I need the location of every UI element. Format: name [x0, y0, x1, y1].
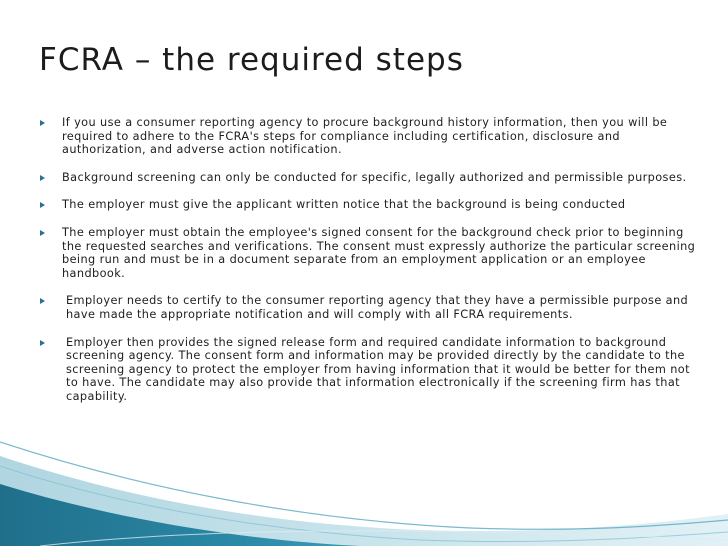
bullet-list [40, 116, 700, 418]
slide-title: FCRA – the required steps [39, 42, 464, 78]
triangle-right-icon [40, 202, 45, 208]
bullet-item [40, 226, 700, 280]
bullet-text: Employer needs to certify to the consumer reporting agency that they have a permissible purpose and have made the appropriate notification and will comply with all FCRA requirements. [66, 294, 689, 321]
triangle-right-icon [40, 298, 45, 304]
triangle-right-icon [40, 175, 45, 181]
bullet-text: The employer must give the applicant written notice that the background is being conducted [62, 198, 626, 212]
bullet-item [40, 116, 700, 157]
bullet-text: The employer must obtain the employee's signed consent for the background check prior to beginning the requested searches and verifications. The consent must expressly authorize the particular screening being run and must be in a document separate from an employment application or an employee handbook. [62, 225, 696, 280]
bullet-text: Employer then provides the signed release form and required candidate information to background screening agency. The consent form and information may be provided directly by the candidate to the screening agency to protect the employer from having information that it would be better for them not to have. The candidate may also provide that information electronically if the screening firm has that capability. [66, 335, 690, 403]
triangle-right-icon [40, 120, 45, 126]
bullet-text: Background screening can only be conducted for specific, legally authorized and permissible purposes. [62, 170, 687, 184]
triangle-right-icon [40, 340, 45, 346]
decorative-wave-footer [0, 436, 728, 546]
bullet-item [40, 294, 700, 321]
triangle-right-icon [40, 230, 45, 236]
bullet-item [40, 198, 700, 212]
bullet-item [40, 171, 700, 185]
bullet-item [40, 336, 700, 404]
bullet-text: If you use a consumer reporting agency to procure background history information, then you will be required to adhere to the FCRA's steps for compliance including certification, disclosure and authorization, and adverse action notification. [62, 116, 668, 157]
